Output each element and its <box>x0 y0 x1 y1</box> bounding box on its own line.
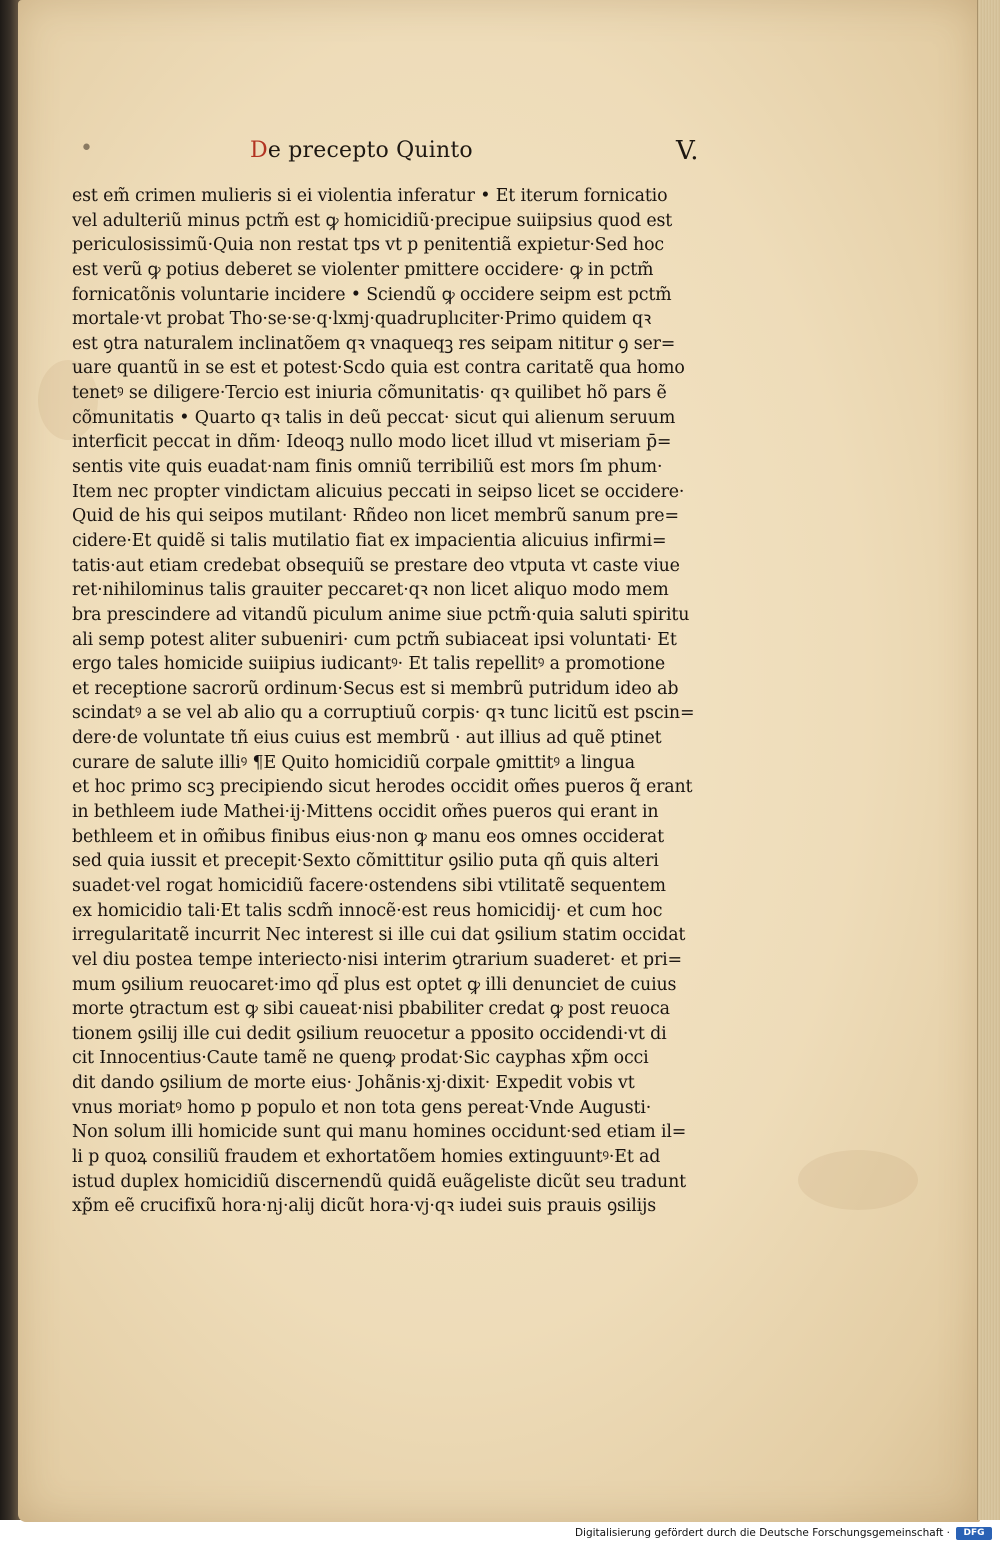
page-fore-edge <box>977 0 1000 1520</box>
header-mark: • <box>80 136 93 161</box>
text-line: suadet·vel rogat homicidiũ facere·ostendens sibi vtilitatẽ sequentem <box>72 875 666 896</box>
text-line: fornicatõnis voluntarie incidere • Sciendũ ꝙ occidere seipm est pctm̃ <box>72 284 672 305</box>
text-line: ret·nihilominus talis grauiter peccaret·qꝛ non licet aliquo modo mem <box>72 580 669 601</box>
text-line: sed quia iussit et precepit·Sexto cõmittitur ꝯsilio puta qñ quis alteri <box>72 851 659 872</box>
paper-stain <box>798 1150 918 1210</box>
text-line: tionem ꝯsilij ille cui dedit ꝯsilium reuocetur a pposito occidendi·vt di <box>72 1023 667 1044</box>
text-line: scindatꝰ a se vel ab alio qu a corruptiuũ corpis· qꝛ tunc licitũ est pscin= <box>72 703 695 724</box>
page-body-text <box>72 184 740 1219</box>
text-line: cit Innocentius·Caute tamẽ ne quenꝙ prodat·Sic cayphas xp̃m occi <box>72 1048 649 1069</box>
text-line: vel diu postea tempe interiecto·nisi interim ꝯtrarium suaderet· et pri= <box>72 949 682 970</box>
text-line: est em̃ crimen mulieris si ei violentia inferatur • Et iterum fornicatio <box>72 186 668 206</box>
text-line: uare quantũ in se est et potest·Scdo quia est contra caritatẽ qua homo <box>72 358 685 379</box>
text-line: bra prescindere ad vitandũ piculum anime siue pctm̃·quia saluti spiritu <box>72 604 690 625</box>
text-line: bethleem et in om̃ibus finibus eius·non ꝙ manu eos omnes occiderat <box>72 826 664 847</box>
text-line: curare de salute illiꝰ ¶E Quito homicidiũ corpale ꝯmittitꝰ a lingua <box>72 752 635 773</box>
text-line: et hoc primo scꝫ precipiendo sicut herodes occidit om̃es pueros q̃ erant <box>72 777 693 798</box>
running-title-text: e precepto Quinto <box>267 138 473 163</box>
text-line: et receptione sacrorũ ordinum·Secus est si membrũ putridum ideo ab <box>72 678 679 699</box>
text-line: ali semp potest aliter subueniri· cum pctm̃ subiaceat ipsi voluntati· Et <box>72 629 677 650</box>
text-line: cõmunitatis • Quarto qꝛ talis in deũ peccat· sicut qui alienum seruum <box>72 407 676 428</box>
text-line: xp̃m eẽ crucifixũ hora·nj·alij dicũt hora·vj·qꝛ iudei suis prauis ꝯsilijs <box>72 1196 657 1217</box>
text-line: cidere·Et quidẽ si talis mutilatio fiat ex impacientia alicuius infirmi= <box>72 530 667 551</box>
text-line: mortale·vt probat Tho·se·se·q·lxmj·quadruplıciter·Primo quidem qꝛ <box>72 309 652 330</box>
text-line: periculosissimũ·Quia non restat tps vt p penitentiã expietur·Sed hoc <box>72 235 664 256</box>
text-line: tenetꝰ se diligere·Tercio est iniuria cõmunitatis· qꝛ quilibet hõ pars ẽ <box>72 383 667 404</box>
text-line: est ꝯtra naturalem inclinatõem qꝛ vnaqueqꝫ res seipam nititur ꝯ ser= <box>72 333 676 354</box>
text-line: est verũ ꝙ potius deberet se violenter pmittere occidere· ꝙ in pctm̃ <box>72 259 654 280</box>
rubricated-initial: D <box>250 138 268 163</box>
running-title <box>250 138 473 163</box>
text-line: vel adulteriũ minus pctm̃ est ꝙ homicidiũ·precipue suiipsius quod est <box>72 210 673 231</box>
text-line: mum ꝯsilium reuocaret·imo qd̃ plus est optet ꝙ illi denunciet de cuius <box>72 974 677 995</box>
text-line: ex homicidio tali·Et talis scdm̃ innocẽ·est reus homicidij· et cum hoc <box>72 900 663 921</box>
text-line: interficit peccat in dñm· Ideoqꝫ nullo modo licet illud vt miseriam p̄= <box>72 432 672 453</box>
text-line: istud duplex homicidiũ discernendũ quidã euãgeliste dicũt seu tradunt <box>72 1171 686 1192</box>
dfg-logo: DFG <box>956 1527 992 1540</box>
text-line: Non solum illi homicide sunt qui manu homines occidunt·sed etiam il= <box>72 1122 687 1143</box>
text-line: irregularitatẽ incurrit Nec interest si ille cui dat ꝯsilium statim occidat <box>72 925 686 946</box>
text-line: morte ꝯtractum est ꝙ sibi caueat·nisi pbabiliter credat ꝙ post reuoca <box>72 999 670 1020</box>
digitization-credit: Digitalisierung gefördert durch die Deutsche Forschungsgemeinschaft · <box>574 1527 950 1539</box>
text-line: tatis·aut etiam credebat obsequiũ se prestare deo vtputa vt caste viue <box>72 555 680 576</box>
text-line: dit dando ꝯsilium de morte eius· Johãnis·xj·dixit· Expedit vobis vt <box>72 1073 635 1094</box>
text-line: dere·de voluntate tñ eius cuius est membrũ · aut illius ad quẽ ptinet <box>72 728 662 749</box>
text-line: ergo tales homicide suiipius iudicantꝰ· Et talis repellitꝰ a promotione <box>72 654 666 675</box>
text-line: in bethleem iude Mathei·ij·Mittens occidit om̃es pueros qui erant in <box>72 802 659 823</box>
running-header <box>0 136 980 176</box>
text-line: Quid de his qui seipos mutilant· Rñdeo non licet membrũ sanum pre= <box>72 506 679 527</box>
text-line: li p quoꝝ consiliũ fraudem et exhortatõem homies extinguuntꝰ·Et ad <box>72 1146 661 1167</box>
folio-number: V. <box>676 136 699 166</box>
text-line: sentis vite quis euadat·nam finis omniũ terribiliũ est mors ſm phum· <box>72 457 663 478</box>
text-line: Item nec propter vindictam alicuius peccati in seipso licet se occidere· <box>72 481 685 502</box>
text-line: vnus moriatꝰ homo p populo et non tota gens pereat·Vnde Augusti· <box>72 1097 652 1118</box>
